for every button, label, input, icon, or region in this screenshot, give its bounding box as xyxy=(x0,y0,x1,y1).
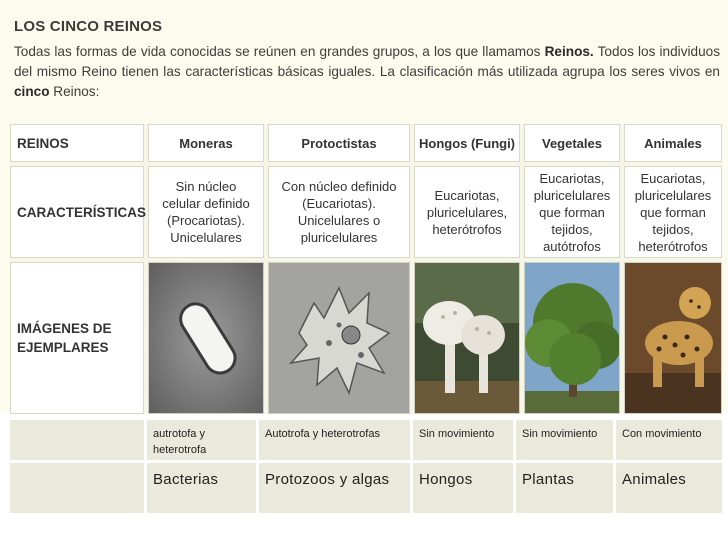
tree-image xyxy=(524,262,620,414)
intro-paragraph xyxy=(14,42,720,102)
example-cell-hongos: Hongos xyxy=(413,463,516,513)
row-label-caracteristicas: CARACTERÍSTICAS xyxy=(10,166,144,258)
characteristics-vegetales: Eucariotas, pluricelulares que forman tejidos, autótrofos xyxy=(524,166,620,258)
characteristics-animales: Eucariotas, pluricelulares que forman tejidos, heterótrofos xyxy=(624,166,722,258)
movement-cell-vegetales: Sin movimiento xyxy=(516,420,616,460)
intro-bold-reinos: Reinos. xyxy=(544,44,594,59)
movement-cell-hongos: Sin movimiento xyxy=(413,420,516,460)
characteristics-protoctistas: Con núcleo definido (Eucariotas). Unicelulares o pluricelulares xyxy=(268,166,410,258)
header-protoctistas: Protoctistas xyxy=(268,124,410,162)
mushrooms-image xyxy=(414,262,520,414)
header-vegetales: Vegetales xyxy=(524,124,620,162)
movement-cell-moneras: autrotofa y heterotrofa xyxy=(147,420,259,460)
intro-text-2: Todos los individuos del mismo Reino tienen las características básicas iguales. La clasificación más utilizada agrupa los seres vivos en xyxy=(14,44,720,79)
movement-cell-protoctistas: Autotrofa y heterotrofas xyxy=(259,420,413,460)
intro-text-3: Reinos: xyxy=(49,84,100,99)
header-hongos: Hongos (Fungi) xyxy=(414,124,520,162)
intro-text-1: Todas las formas de vida conocidas se reúnen en grandes grupos, a los que llamamos xyxy=(14,44,545,59)
blank-cell xyxy=(10,420,147,460)
example-cell-moneras: Bacterias xyxy=(147,463,259,513)
nutrition-row xyxy=(10,420,722,460)
blank-cell xyxy=(10,463,147,513)
example-cell-protoctistas: Protozoos y algas xyxy=(259,463,413,513)
header-animales: Animales xyxy=(624,124,722,162)
bacteria-image xyxy=(148,262,264,414)
row-label-reinos: REINOS xyxy=(10,124,144,162)
characteristics-hongos: Eucariotas, pluricelulares, heterótrofos xyxy=(414,166,520,258)
characteristics-moneras: Sin núcleo celular definido (Procariotas). Unicelulares xyxy=(148,166,264,258)
intro-bold-cinco: cinco xyxy=(14,84,50,99)
amoeba-image xyxy=(268,262,410,414)
examples-row xyxy=(10,463,722,513)
leopard-image xyxy=(624,262,722,414)
example-cell-animales: Animales xyxy=(616,463,722,513)
kingdoms-table xyxy=(10,124,722,414)
row-label-imagenes: IMÁGENES DE EJEMPLARES xyxy=(10,262,144,414)
example-cell-vegetales: Plantas xyxy=(516,463,616,513)
movement-cell-animales: Con movimiento xyxy=(616,420,722,460)
header-moneras: Moneras xyxy=(148,124,264,162)
page-title: LOS CINCO REINOS xyxy=(14,18,163,35)
